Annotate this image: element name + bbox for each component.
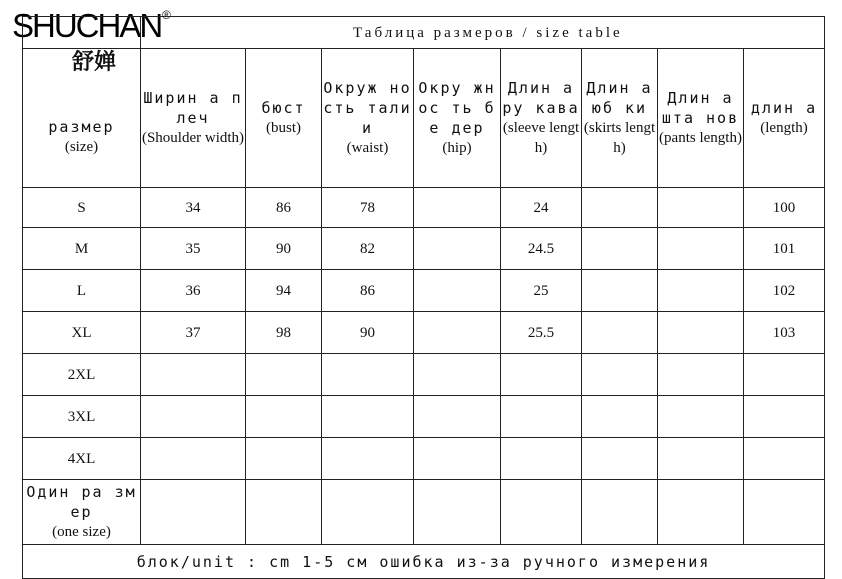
column-header-en: (sleeve length) xyxy=(502,120,580,156)
column-header-en: (waist) xyxy=(346,140,389,156)
column-header-en: (skirts length) xyxy=(583,120,656,156)
table-cell: 98 xyxy=(246,312,322,354)
table-cell: 24.5 xyxy=(501,228,582,270)
table-cell: 103 xyxy=(744,312,825,354)
table-cell: 37 xyxy=(141,312,246,354)
column-header-ru: размер xyxy=(48,118,115,136)
column-header-ru: Окру жнос ть бе дер xyxy=(418,79,496,137)
table-cell xyxy=(246,354,322,396)
column-header-en: (length) xyxy=(760,120,808,136)
table-cell xyxy=(246,396,322,438)
table-cell xyxy=(246,438,322,480)
table-cell: 102 xyxy=(744,270,825,312)
column-header-ru: Окруж ность талии xyxy=(323,79,412,137)
registered-mark: ® xyxy=(162,8,171,22)
column-header-ru: Длин а ру кава xyxy=(502,79,580,117)
table-cell xyxy=(141,396,246,438)
column-header-ru: длин а xyxy=(750,99,818,117)
column-header xyxy=(322,49,414,188)
table-cell xyxy=(582,354,658,396)
table-title: Таблица размеров / size table xyxy=(141,17,825,49)
table-cell xyxy=(322,480,414,545)
table-cell xyxy=(582,188,658,228)
column-header-ru: бюст xyxy=(261,99,306,117)
table-cell xyxy=(501,396,582,438)
one-size-label xyxy=(23,480,141,545)
table-cell xyxy=(658,228,744,270)
table-cell: 24 xyxy=(501,188,582,228)
table-row xyxy=(23,396,825,438)
table-cell: 86 xyxy=(246,188,322,228)
title-row xyxy=(23,17,825,49)
column-header-en: (Shoulder width) xyxy=(141,130,245,146)
size-label: L xyxy=(23,270,141,312)
table-cell: 25 xyxy=(501,270,582,312)
column-header xyxy=(23,49,141,188)
table-cell xyxy=(501,354,582,396)
table-cell xyxy=(322,354,414,396)
table-cell xyxy=(414,354,501,396)
table-cell xyxy=(658,438,744,480)
table-cell xyxy=(414,312,501,354)
table-cell: 78 xyxy=(322,188,414,228)
size-label: 2XL xyxy=(23,354,141,396)
table-cell xyxy=(414,228,501,270)
column-header xyxy=(658,49,744,188)
column-header-en: (bust) xyxy=(266,120,301,136)
table-cell xyxy=(658,396,744,438)
table-cell xyxy=(744,438,825,480)
column-header-en: (hip) xyxy=(442,140,472,156)
column-header xyxy=(141,49,246,188)
table-cell: 90 xyxy=(322,312,414,354)
table-row xyxy=(23,354,825,396)
table-cell xyxy=(582,438,658,480)
table-cell xyxy=(658,270,744,312)
table-cell xyxy=(141,480,246,545)
column-header-en: (pants length) xyxy=(659,130,742,146)
table-cell xyxy=(582,396,658,438)
table-cell xyxy=(246,480,322,545)
one-size-en: (one size) xyxy=(52,524,111,540)
size-label: XL xyxy=(23,312,141,354)
column-header-ru: Ширин а плеч xyxy=(143,89,243,127)
table-row xyxy=(23,228,825,270)
column-header-ru: Длин а юб ки xyxy=(586,79,653,117)
table-cell: 101 xyxy=(744,228,825,270)
table-cell xyxy=(414,396,501,438)
one-size-ru: Один ра змер xyxy=(26,483,137,521)
table-cell: 82 xyxy=(322,228,414,270)
column-header-en: (size) xyxy=(64,139,99,155)
size-label: 3XL xyxy=(23,396,141,438)
table-cell xyxy=(322,438,414,480)
brand-chinese-name: 舒婵 xyxy=(72,50,117,75)
table-cell xyxy=(141,354,246,396)
table-cell xyxy=(658,354,744,396)
table-cell: 25.5 xyxy=(501,312,582,354)
table-row xyxy=(23,270,825,312)
table-cell xyxy=(658,188,744,228)
column-header xyxy=(744,49,825,188)
column-header-ru: Длин а шта нов xyxy=(661,89,740,127)
size-label: 4XL xyxy=(23,438,141,480)
table-cell xyxy=(582,312,658,354)
brand-name: SHUCHAN xyxy=(12,7,162,44)
table-row xyxy=(23,438,825,480)
table-cell xyxy=(322,396,414,438)
table-cell: 35 xyxy=(141,228,246,270)
header-row xyxy=(23,49,825,188)
table-cell: 90 xyxy=(246,228,322,270)
table-cell: 100 xyxy=(744,188,825,228)
column-header xyxy=(501,49,582,188)
column-header xyxy=(582,49,658,188)
table-cell xyxy=(141,438,246,480)
size-label: M xyxy=(23,228,141,270)
table-cell xyxy=(658,312,744,354)
one-size-row xyxy=(23,480,825,545)
table-cell xyxy=(414,188,501,228)
table-cell xyxy=(501,438,582,480)
table-cell: 94 xyxy=(246,270,322,312)
size-table xyxy=(22,16,825,579)
unit-note: блок/unit : cm 1-5 см ошибка из-за ручного измерения xyxy=(23,545,825,579)
column-header xyxy=(414,49,501,188)
table-row xyxy=(23,188,825,228)
table-cell xyxy=(744,354,825,396)
table-cell xyxy=(414,480,501,545)
table-cell xyxy=(582,228,658,270)
table-cell xyxy=(582,480,658,545)
table-cell xyxy=(744,396,825,438)
size-label: S xyxy=(23,188,141,228)
table-cell: 34 xyxy=(141,188,246,228)
table-cell xyxy=(501,480,582,545)
footer-row xyxy=(23,545,825,579)
table-cell xyxy=(414,438,501,480)
table-cell xyxy=(658,480,744,545)
table-cell: 36 xyxy=(141,270,246,312)
table-cell: 86 xyxy=(322,270,414,312)
table-cell xyxy=(744,480,825,545)
table-cell xyxy=(414,270,501,312)
table-cell xyxy=(582,270,658,312)
table-row xyxy=(23,312,825,354)
column-header xyxy=(246,49,322,188)
